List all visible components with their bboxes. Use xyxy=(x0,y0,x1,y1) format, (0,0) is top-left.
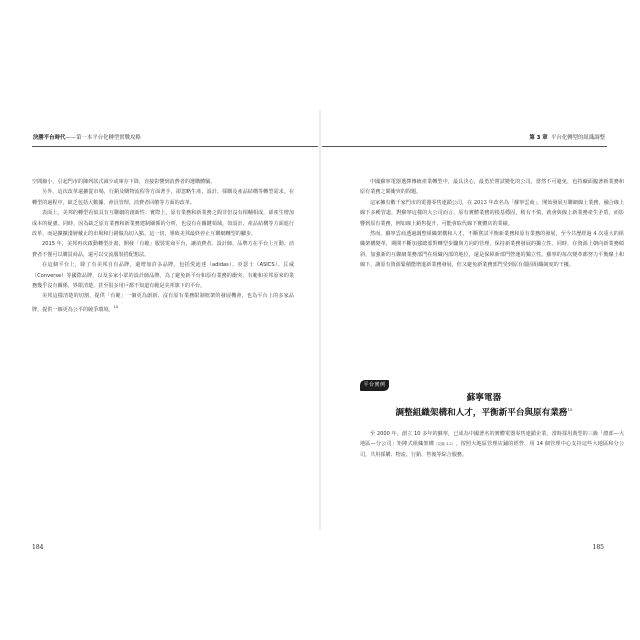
chapter-number: 第 3 章 xyxy=(529,135,548,141)
footnote-ref-15: 15 xyxy=(567,407,573,412)
page-number-right: 185 xyxy=(592,544,604,551)
right-paragraph-3: 然而，蘇寧雲商透過調整組織架構和人才，不斷嘗試平衡新業務和原有業務的發展，至今共歷經過 4 次重大的組織架構變革，期間不斷加強總部對轉型步驟與方向的管理，保持新業務發展的獨立性。同時，在資源上朝向新業務傾斜，加強新的互聯網業務部門在組織內部的地位，還是保障新部門營運的獨立性。蘇寧的每次變革都努力平衡線上和線下，讓原有資源緊積能增進新業務發展，但又避免新業務部門受到原有僵固組織制度的干擾。 xyxy=(360,231,624,269)
case-paragraph-post: ，按照大地區管理店鋪的經營，用 14 個管理中心支持這些大地區和分公司，共用採購、物流、行銷、售後等綜合服務。 xyxy=(360,441,624,458)
book-subtitle: ——第一本平台化轉型實戰攻略 xyxy=(65,135,141,141)
left-paragraph-6-text: 美邦這樣清楚的切割，提供「有範」一個更為創新、沒有原有業務限制框架的發展機會，也為平台上的多家品牌，提供一個更為公平的競爭環境。 xyxy=(32,293,294,313)
left-paragraph-4: 2015 年，美邦再次啟動轉型計畫，開發「有範」服裝電商平台，讓消費者、設計師、品牌方在平台上互動。消費者不僅可以購買商品，還可以交流服裝搭配想法。 xyxy=(32,241,294,258)
right-paragraph-1: 中國蘇寧電器選擇傳統產業轉型中，最具決心，最勇於嘗試變化的公司，當然不可避免，也持續面臨著新業務和原有業務之間衝突的問題。 xyxy=(360,179,624,196)
left-paragraph-3: 表面上，美邦的轉型看似具有互聯網的創新性：實際上，原有業務和新業務之間非但沒有相輔相成，卻產生增加成本的疑慮。同時，因為缺乏原有業務和新業務建制關係的分析，也沒有在關鍵領域，如設計、產品結構等方面進行改革，而是擴擴淺層戴止的市場和行銷做為切入點。這一切，導致美邦最終停止互聯網轉型的腳步。 xyxy=(32,210,294,238)
left-body-text xyxy=(32,177,294,315)
figure-reference: （見圖 3-2） xyxy=(434,442,456,447)
right-header-rule xyxy=(322,146,607,147)
case-study-badge: 平台實例 xyxy=(360,380,389,391)
left-header-rule xyxy=(32,146,318,147)
case-title-headline xyxy=(360,404,608,419)
left-paragraph-1: 空間縮小，引起門市的陳列款式減少或庫存下降，直接影響到消費者的選購體驗。 xyxy=(32,179,216,185)
case-title-company: 蘇寧電器 xyxy=(466,393,502,403)
right-running-header xyxy=(529,134,605,142)
right-paragraph-2: 這家擁有數千家門市的電器零售連鎖公司，在 2013 年改名為「蘇寧雲商」，開始發展互聯網線上業務，融合線上線下多種管道，對蘇寧這樣的大公司而言，原有實體業務的根基穩固，稍有不慎，就會與線上新業務產生矛盾，而影響到原有業務，例如線上銷售提升，可能會取代線下實體店的業績。 xyxy=(360,199,624,227)
left-paragraph-5: 在這個平台上，除了有美邦自有品牌，還增加許多品牌，包括愛迪達（adidas）、亞瑟士（ASICS）、匡威（Converse）等國際品牌，以及多家小眾的設計師品牌。為了避免新平台和原有業務的衝突，有範和美邦原來的業務幾乎沒有關係，界限清楚，甚至很多用戶都不知道有範是美邦旗下的平台。 xyxy=(32,262,294,290)
left-running-header xyxy=(33,134,141,142)
right-body-text xyxy=(360,177,624,271)
left-paragraph-6 xyxy=(32,291,294,315)
case-body-text xyxy=(360,429,624,460)
chapter-title: 平台化轉型的組織調整 xyxy=(551,135,605,141)
right-page xyxy=(320,0,640,640)
page-number-left: 184 xyxy=(32,544,44,551)
footnote-ref-14: 14 xyxy=(113,304,119,309)
case-paragraph xyxy=(360,429,624,460)
case-paragraph-pre: 至 2000 年，創立 10 多年的蘇寧，已成為中國著名的實體電器零售連鎖企業，當時採用典型的三級「總部—大地區—分公司」矩陣式組織架構 xyxy=(360,431,624,448)
book-title: 決勝平台時代 xyxy=(33,135,66,141)
case-title-headline-text: 調整組織架構和人才，平衡新平台與原有業務 xyxy=(395,408,568,418)
left-paragraph-2: 另外，這次改革還擴從市場，行銷及購物流程等方面著手，卻忽略生產、設計、採購及產品結構等轉型需求。在轉型的過程中，缺乏包括大數據、會員管理、消費者回饋等方面的改革。 xyxy=(32,189,294,206)
